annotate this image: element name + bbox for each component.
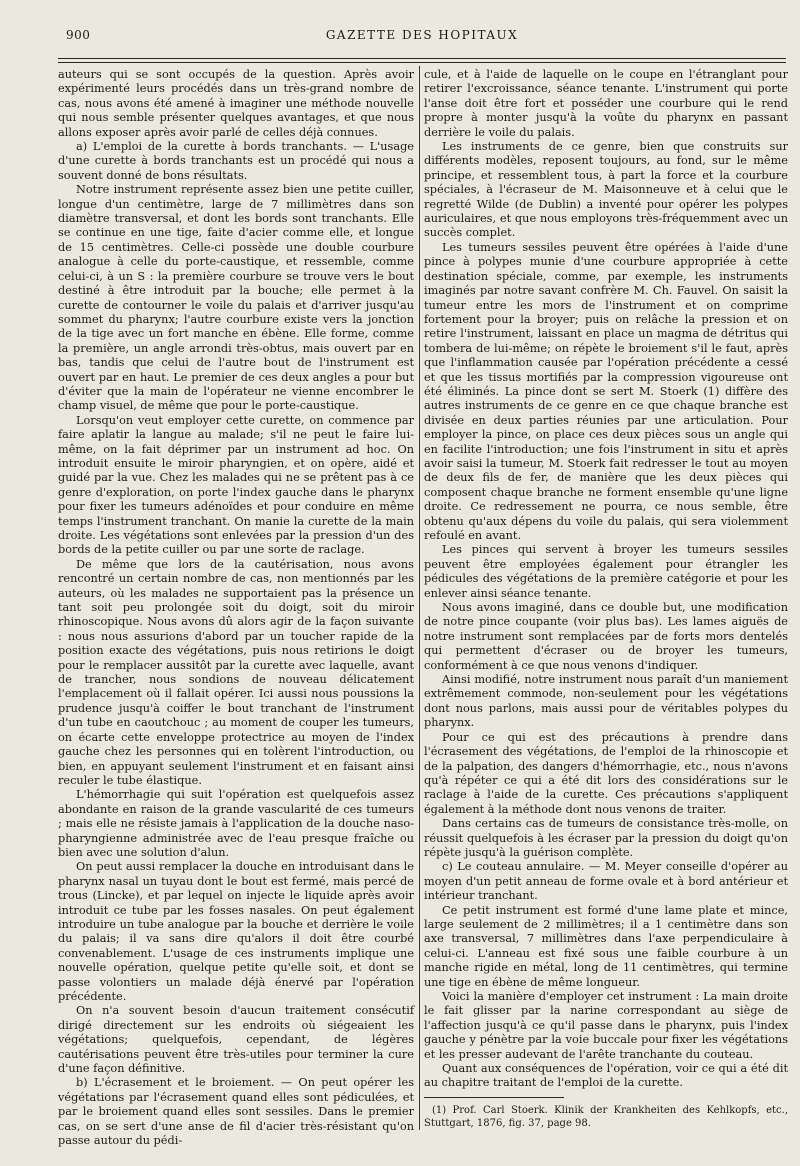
paragraph: On n'a souvent besoin d'aucun traitement consécutif dirigé directement sur les endroits où siégeaient les végétations; quelquefois, cependant, de légères cautérisations peuvent être très-utiles pour terminer la cure d'une façon définitive. bbox=[58, 1004, 414, 1076]
page-number: 900 bbox=[66, 28, 91, 42]
paragraph-ecrasement-heading: b) L'écrasement et le broiement. — On peut opérer les végétations par l'écrasement quand elles sont pédiculées, et par le broiement quand elles sont sessiles. Dans le premier cas, on se sert d'une anse de fil d'acier très-résistant qu'on passe autour du pédi- bbox=[58, 1076, 414, 1148]
paragraph: De même que lors de la cautérisation, nous avons rencontré un certain nombre de cas, non mentionnés par les auteurs, où les malades ne supportaient pas la présence un tant soit peu prolongée soit du doigt, soit du miroir rhinoscopique. Nous avons dû alors agir de la façon suivante : nous nous assurions d'abord par un toucher rapide de la position exacte des végétations, puis nous retirions le doigt pour le remplacer aussitôt par la curette avec laquelle, avant de trancher, nous sondions de nouveau délicatement l'emplacement où il fallait opérer. Ici aussi nous poussions la prudence jusqu'à coiffer le bout tranchant de l'instrument d'un tube en caoutchouc ; au moment de couper les tumeurs, on écarte cette enveloppe protectrice au moyen de l'index gauche chez les personnes qui en tolèrent l'introduction, ou bien, en appuyant seulement l'instrument et en faisant ainsi reculer le tube élastique. bbox=[58, 557, 414, 787]
footnote-rule bbox=[424, 1097, 564, 1098]
paragraph: cule, et à l'aide de laquelle on le coupe en l'étranglant pour retirer l'excroissance, séance tenante. L'instrument qui porte l'anse doit être fort et posséder une courbure qui le rend propre à monter jusqu'à la voûte du pharynx en passant derrière le voile du palais. bbox=[424, 68, 788, 139]
paragraph: Voici la manière d'employer cet instrument : La main droite le fait glisser par la narine correspondant au siège de l'affection jusqu'à ce qu'il passe dans le pharynx, puis l'index gauche y pénètre par la voie buccale pour fixer les végétations et les presser audevant de l'arête tranchante du couteau. bbox=[424, 990, 788, 1061]
paragraph: L'hémorrhagie qui suit l'opération est quelquefois assez abondante en raison de la grande vascularité de ces tumeurs ; mais elle ne résiste jamais à l'application de la douche naso-pharyngienne administrée avec de l'eau presque fraîche ou bien avec une solution d'alun. bbox=[58, 788, 414, 859]
paragraph: Quant aux conséquences de l'opération, voir ce qui a été dit au chapitre traitant de l'emploi de la curette. bbox=[424, 1062, 788, 1090]
paragraph: Ce petit instrument est formé d'une lame plate et mince, large seulement de 2 millimètres; il a 1 centimètre dans son axe transversal, 7 millimètres dans l'axe perpendiculaire à celui-ci. L'anneau est fixé sous une faible courbure à un manche rigide en métal, long de 11 centimètres, qui termine une tige en ébène de même longueur. bbox=[424, 903, 788, 989]
paragraph: Les tumeurs sessiles peuvent être opérées à l'aide d'une pince à polypes munie d'une courbure appropriée à cette destination spéciale, comme, par exemple, les instruments imaginés par notre savant confrère M. Ch. Fauvel. On saisit la tumeur entre les mors de l'instrument et on comprime fortement pour la broyer; puis on relâche la pression et on retire l'instrument, laissant en place un magma de détritus qui tombera de lui-même; on répète le broiement s'il le faut, après que l'inflammation causée par l'opération précédente a cessé et que les tissus mortifiés par la compression vigoureuse ont été éliminés. La pince dont se sert M. Stoerk (1) diffère des autres instruments de ce genre en ce que chaque branche est divisée en deux parties réunies par une articulation. Pour employer la pince, on place ces deux pièces sous un angle qui en facilite l'introduction; une fois l'instrument in situ et après avoir saisi la tumeur, M. Stoerk fait redresser le tout au moyen de deux fils de fer, de manière que les deux pièces qui composent chaque branche ne forment ensemble qu'une ligne droite. Ce redressement ne pourra, ce nous semble, être obtenu qu'aux dépens du voile du palais, qui sera violemment refoulé en avant. bbox=[424, 240, 788, 542]
paragraph: On peut aussi remplacer la douche en introduisant dans le pharynx nasal un tuyau dont le bout est fermé, mais percé de trous (Lincke), et par lequel on injecte le liquide après avoir introduit ce tube par les fosses nasales. On peut également introduire un tube analogue par la bouche et derrière le voile du palais; il va sans dire qu'alors il doit être courbé convenablement. L'usage de ces instruments implique une nouvelle opération, quelque petite qu'elle soit, et dont se passe volontiers un malade déjà énervé par l'opération précédente. bbox=[58, 860, 414, 1003]
column-divider bbox=[419, 66, 420, 1130]
paragraph: Les instruments de ce genre, bien que construits sur différents modèles, reposent toujours, au fond, sur le même principe, et ressemblent tous, à part la force et la courbure spéciales, à l'écraseur de M. Maisonneuve et à celui que le regretté Wilde (de Dublin) a inventé pour opérer les polypes auriculaires, et que nous employons très-fréquemment avec un succès complet. bbox=[424, 140, 788, 240]
page-header bbox=[58, 24, 786, 44]
paragraph: Dans certains cas de tumeurs de consistance très-molle, on réussit quelquefois à les écraser par la pression du doigt qu'on répète jusqu'à la guérison complète. bbox=[424, 817, 788, 859]
paragraph: Les pinces qui servent à broyer les tumeurs sessiles peuvent être employées également pour étrangler les pédicules des végétations de la première catégorie et pour les enlever ainsi séance tenante. bbox=[424, 543, 788, 600]
paragraph: Nous avons imaginé, dans ce double but, une modification de notre pince coupante (voir plus bas). Les lames aiguës de notre instrument sont remplacées par de forts mors dentelés qui permettent d'écraser ou de broyer les tumeurs, conformément à ce que nous venons d'indiquer. bbox=[424, 601, 788, 672]
paragraph: Pour ce qui est des précautions à prendre dans l'écrasement des végétations, de l'emploi de la rhinoscopie et de la palpation, des dangers d'hémorrhagie, etc., nous n'avons qu'à répéter ce qui a été dit lors des considérations sur le raclage à l'aide de la curette. Ces précautions s'appliquent également à la méthode dont nous venons de traiter. bbox=[424, 730, 788, 816]
paragraph-couteau-heading: c) Le couteau annulaire. — M. Meyer conseille d'opérer au moyen d'un petit anneau de forme ovale et à bord antérieur et intérieur tranchant. bbox=[424, 860, 788, 903]
footnote: (1) Prof. Carl Stoerk. Klinik der Krankheiten des Kehlkopfs, etc., Stuttgart, 1876, fig. 37, page 98. bbox=[424, 1104, 788, 1129]
paragraph-curette-heading: a) L'emploi de la curette à bords tranchants. — L'usage d'une curette à bords tranchants est un procédé qui nous a souvent donné de bons résultats. bbox=[58, 140, 414, 182]
right-column bbox=[424, 68, 788, 1130]
paragraph: Notre instrument représente assez bien une petite cuiller, longue d'un centimètre, large de 7 millimètres dans son diamètre transversal, et dont les bords sont tranchants. Elle se continue en une tige, faite d'acier comme elle, et longue de 15 centimètres. Celle-ci possède une double courbure analogue à celle du porte-caustique, et ressemble, comme celui-ci, à un S : la première courbure se trouve vers le bout destiné à être introduit par la bouche; elle permet à la curette de contourner le voile du palais et d'arriver jusqu'au sommet du pharynx; l'autre courbure existe vers la jonction de la tige avec un fort manche en ébène. Elle forme, comme la première, un angle arrondi très-obtus, mais ouvert par en bas, tandis que celui de l'autre bout de l'instrument est ouvert par en haut. Le premier de ces deux angles a pour but d'éviter que la main de l'opérateur ne vienne encombrer le champ visuel, de même que pour le porte-caustique. bbox=[58, 183, 414, 413]
paragraph: Ainsi modifié, notre instrument nous paraît d'un maniement extrêmement commode, non-seulement pour les végétations dont nous parlons, mais aussi pour de véritables polypes du pharynx. bbox=[424, 673, 788, 730]
header-double-rule bbox=[58, 58, 786, 63]
paragraph: Lorsqu'on veut employer cette curette, on commence par faire aplatir la langue au malade; s'il ne peut le faire lui-même, on la fait déprimer par un instrument ad hoc. On introduit ensuite le miroir pharyngien, et on opère, aidé et guidé par la vue. Chez les malades qui ne se prêtent pas à ce genre d'exploration, on porte l'index gauche dans le pharynx pour fixer les tumeurs adénoïdes et pour conduire en même temps l'instrument tranchant. On manie la curette de la main droite. Les végétations sont enlevées par la pression d'un des bords de la petite cuiller ou par une sorte de raclage. bbox=[58, 413, 414, 557]
left-column bbox=[58, 68, 414, 1148]
paragraph: auteurs qui se sont occupés de la question. Après avoir expérimenté leurs procédés dans un très-grand nombre de cas, nous avons été amené à imaginer une méthode nouvelle qui nous semble présenter quelques avantages, et que nous allons exposer après avoir parlé de celles déjà connues. bbox=[58, 68, 414, 139]
running-title: GAZETTE DES HOPITAUX bbox=[325, 28, 519, 42]
